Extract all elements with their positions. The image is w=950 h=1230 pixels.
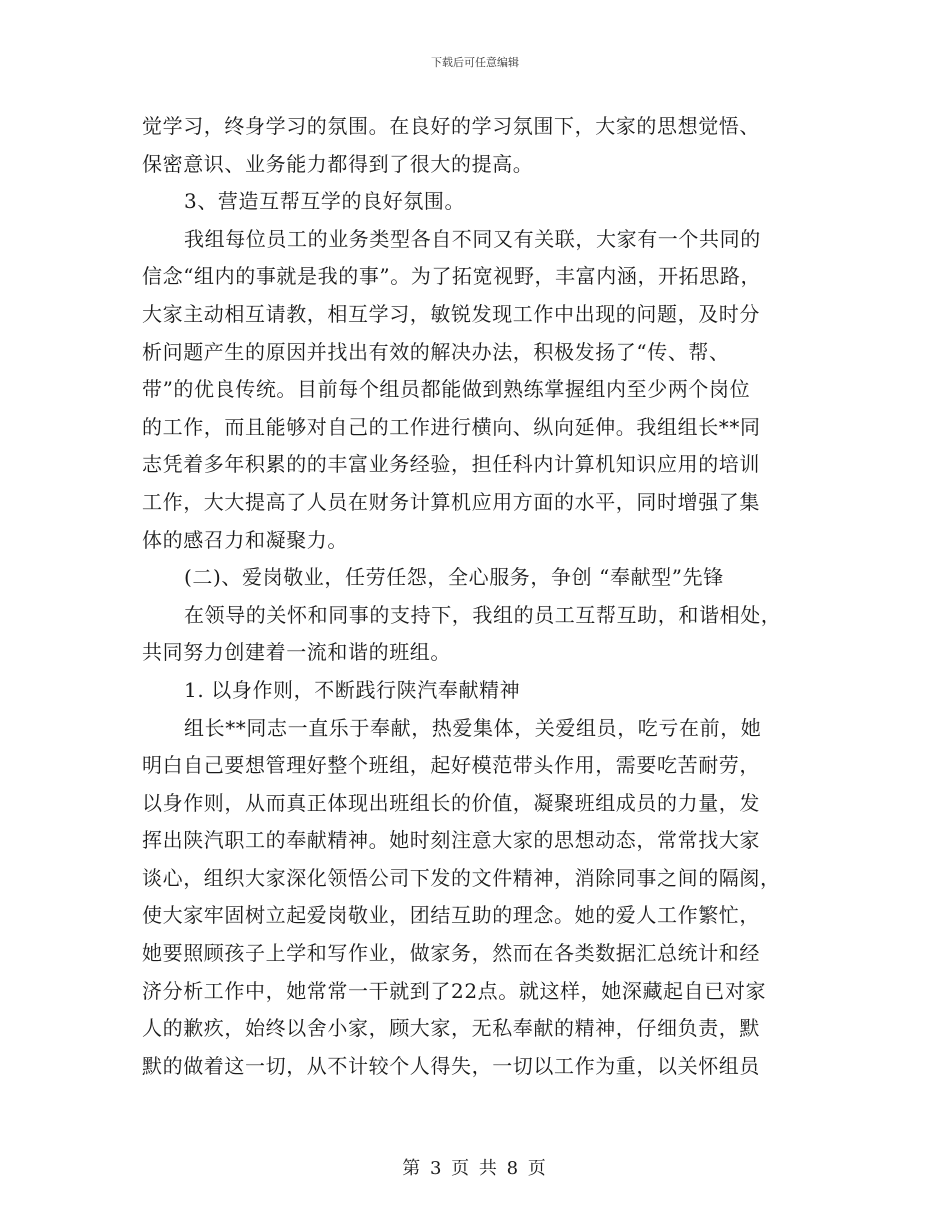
text-line: 觉学习，终身学习的氛围。在良好的学习氛围下，大家的思想觉悟、: [142, 114, 760, 138]
page-header: 下载后可任意编辑: [431, 56, 519, 69]
text-line: 默的做着这一切，从不计较个人得失，一切以工作为重，以关怀组员: [142, 1053, 760, 1078]
page-number-footer: 第 3 页 共 8 页: [402, 1158, 548, 1179]
text-line: 3、营造互帮互学的良好氛围。: [184, 189, 466, 214]
text-line: 信念“组内的事就是我的事”。为了拓宽视野，丰富内涵，开拓思路，: [142, 264, 762, 289]
text-line: 挥出陕汽职工的奉献精神。她时刻注意大家的思想动态，常常找大家: [142, 828, 760, 853]
text-line: 保密意识、业务能力都得到了很大的提高。: [142, 151, 534, 176]
text-line: 体的感召力和凝聚力。: [142, 527, 348, 552]
text-line: 组长**同志一直乐于奉献，热爱集体，关爱组员，吃亏在前，她: [184, 715, 762, 740]
text-line: 她要照顾孩子上学和写作业，做家务，然而在各类数据汇总统计和经: [142, 941, 760, 966]
text-line: 带”的优良传统。目前每个组员都能做到熟练掌握组内至少两个岗位: [142, 377, 751, 402]
text-line: 在领导的关怀和同事的支持下，我组的员工互帮互助，和谐相处，: [184, 602, 782, 627]
text-line: 人的歉疚，始终以舍小家，顾大家，无私奉献的精神，仔细负责，默: [142, 1016, 760, 1041]
text-line: 志凭着多年积累的的丰富业务经验，担任科内计算机知识应用的培训: [142, 452, 760, 477]
text-line: 工作，大大提高了人员在财务计算机应用方面的水平，同时增强了集: [142, 489, 760, 514]
text-line: 以身作则，从而真正体现出班组长的价值，凝聚班组成员的力量，发: [142, 790, 760, 815]
text-line: 共同努力创建着一流和谐的班组。: [142, 640, 451, 665]
text-line: (二)、爱岗敬业，任劳任怨，全心服务，争创 “奉献型”先锋: [184, 565, 724, 590]
text-line: 大家主动相互请教，相互学习，敏锐发现工作中出现的问题，及时分: [142, 301, 760, 326]
text-line: 明白自己要想管理好整个班组，起好模范带头作用，需要吃苦耐劳，: [142, 753, 760, 778]
text-line: 济分析工作中，她常常一干就到了22点。就这样，她深藏起自已对家: [142, 978, 767, 1003]
text-line: 谈心，组织大家深化领悟公司下发的文件精神，消除同事之间的隔阂，: [142, 865, 781, 890]
text-line: 我组每位员工的业务类型各自不同又有关联，大家有一个共同的: [184, 226, 761, 251]
document-body: [142, 108, 810, 1085]
text-line: 析问题产生的原因并找出有效的解决办法，积极发扬了“传、帮、: [142, 339, 730, 364]
text-line: 的工作，而且能够对自己的工作进行横向、纵向延伸。我组组长**同: [142, 414, 761, 439]
text-line: 1. 以身作则，不断践行陕汽奉献精神: [184, 677, 521, 702]
text-line: 使大家牢固树立起爱岗敬业，团结互助的理念。她的爱人工作繁忙，: [142, 903, 760, 928]
